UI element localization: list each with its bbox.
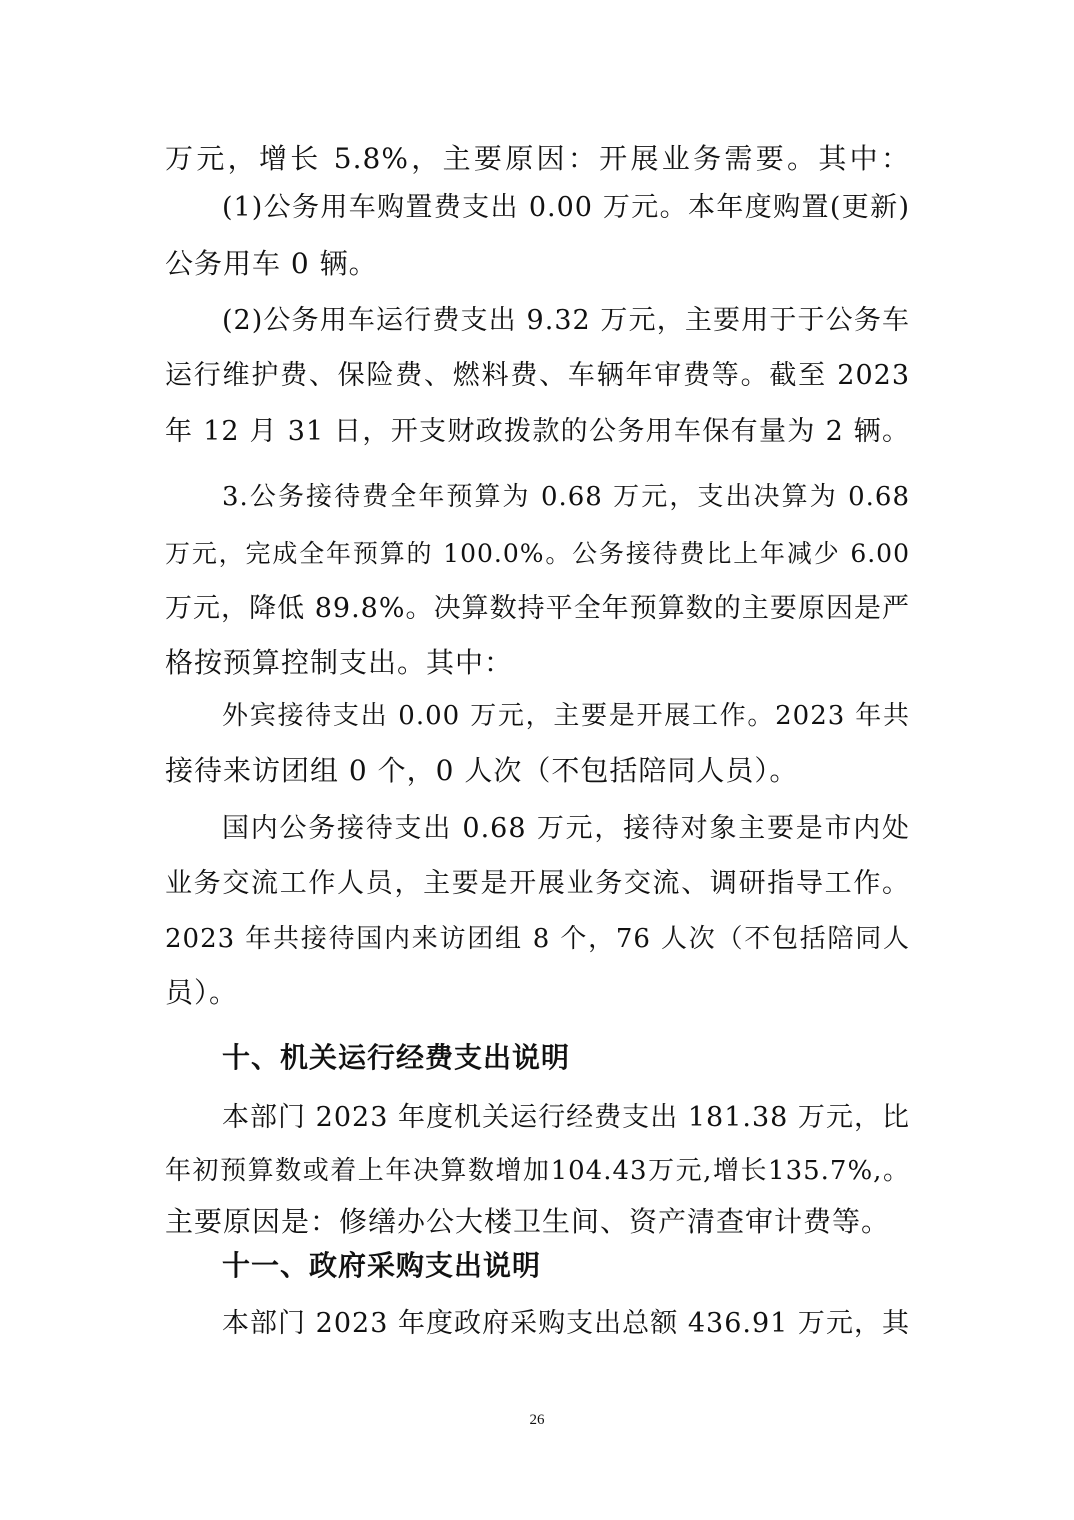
text-line: 国内公务接待支出 0.68 万元，接待对象主要是市内处 <box>222 813 910 844</box>
text-line: 员）。 <box>165 976 239 1009</box>
text-line: 万元，增长 5.8%，主要原因：开展业务需要。其中： <box>165 142 910 175</box>
text-line: 本部门 2023 年度政府采购支出总额 436.91 万元，其 <box>222 1308 910 1339</box>
text-line: (2)公务用车运行费支出 9.32 万元，主要用于于公务车 <box>222 305 910 336</box>
text-line: 格按预算控制支出。其中： <box>165 646 514 679</box>
text-line: 2023 年共接待国内来访团组 8 个，76 人次（不包括陪同人 <box>165 924 910 954</box>
text-line: 公务用车 0 辆。 <box>165 247 378 280</box>
text-line: 年初预算数或着上年决算数增加104.43万元,增长135.7%,。 <box>165 1156 910 1186</box>
text-line: 万元，完成全年预算的 100.0%。公务接待费比上年减少 6.00 <box>165 539 910 568</box>
text-line: 外宾接待支出 0.00 万元，主要是开展工作。2023 年共 <box>222 701 910 731</box>
text-line: 本部门 2023 年度机关运行经费支出 181.38 万元，比 <box>222 1102 910 1133</box>
text-line: 年 12 月 31 日，开支财政拨款的公务用车保有量为 2 辆。 <box>165 416 910 447</box>
text-line: 主要原因是：修缮办公大楼卫生间、资产清查审计费等。 <box>165 1205 891 1238</box>
section-heading: 十一、政府采购支出说明 <box>222 1249 542 1282</box>
text-line: 业务交流工作人员，主要是开展业务交流、调研指导工作。 <box>165 868 910 899</box>
text-line: 万元，降低 89.8%。决算数持平全年预算数的主要原因是严 <box>165 593 910 624</box>
page-number: 26 <box>529 1412 545 1428</box>
text-line: 运行维护费、保险费、燃料费、车辆年审费等。截至 2023 <box>165 360 910 391</box>
section-heading: 十、机关运行经费支出说明 <box>222 1041 571 1074</box>
text-line: 3.公务接待费全年预算为 0.68 万元，支出决算为 0.68 <box>222 482 910 512</box>
text-line: 接待来访团组 0 个，0 人次（不包括陪同人员）。 <box>165 754 799 787</box>
text-line: (1)公务用车购置费支出 0.00 万元。本年度购置(更新) <box>222 192 910 223</box>
